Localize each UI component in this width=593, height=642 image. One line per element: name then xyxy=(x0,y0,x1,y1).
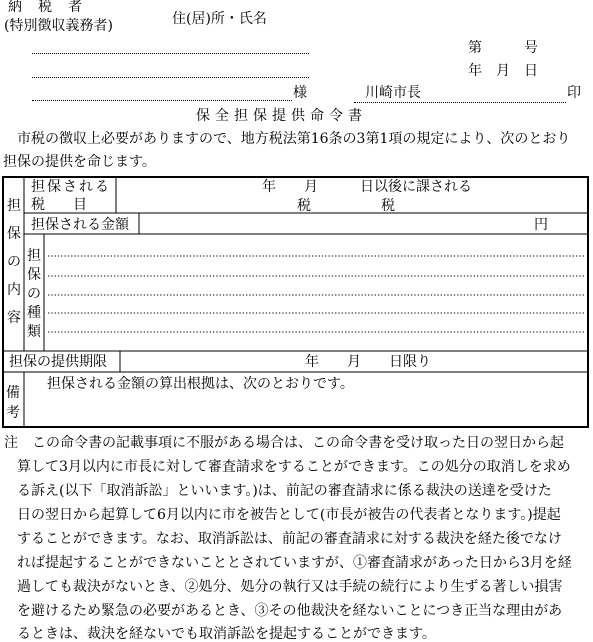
document-title: 保全担保提供命令書 xyxy=(196,108,367,124)
period-label: 担保の提供期限 xyxy=(9,354,107,370)
intro-line-1: 市税の徴収上必要がありますので、地方税法第16条の3第1項の規定により、次のとおり xyxy=(17,131,571,147)
remarks-label: 備 考 xyxy=(6,385,20,421)
address-name-label: 住(居)所・氏名 xyxy=(172,11,267,27)
tax-item-value-2: 税 税 xyxy=(297,198,395,214)
tax-item-label-2: 税 目 xyxy=(31,197,87,213)
note-line-5: することができます。なお、取消訴訟は、前記の審査請求に対する裁決を経た後でなけ xyxy=(17,531,562,547)
sama-label: 様 xyxy=(293,85,307,101)
tax-item-value-1: 年 月 日以後に課される xyxy=(262,179,472,195)
taxpayer-label: 納 税 者 xyxy=(8,0,83,15)
intro-line-2: 担保の提供を命じます。 xyxy=(3,154,156,170)
note-line-2: 算して3月以内に市長に対して審査請求をすることができます。この処分の取消しを求め xyxy=(17,459,571,475)
note-line-1: 注 この命令書の記載事項に不服がある場合は、この命令書を受け取った日の翌日から起 xyxy=(4,435,564,451)
note-line-4: 日の翌日から起算して6月以内に市を被告として(市長が被告の代表者となります。)提起 xyxy=(17,507,561,523)
withholder-label: (特別徴収義務者) xyxy=(4,18,113,34)
note-line-3: る訴え(以下「取消訴訟」といいます。)は、前記の審査請求に係る裁決の送達を受けた xyxy=(17,483,552,499)
note-line-7: 過しても裁決がないとき、②処分、処分の執行又は手続の続行により生ずる著しい損害 xyxy=(17,579,563,595)
amount-unit: 円 xyxy=(534,217,548,233)
remarks-text: 担保される金額の算出根拠は、次のとおりです。 xyxy=(47,376,354,392)
seal-label: 印 xyxy=(567,85,581,101)
period-value: 年 月 日限り xyxy=(305,354,431,370)
note-line-9: るときは、裁決を経ないでも取消訴訟を提起することができます。 xyxy=(17,626,436,642)
issuer-name: 川崎市長 xyxy=(365,85,421,101)
document-number-label: 第 号 xyxy=(468,40,538,56)
tax-item-label-1: 担保される xyxy=(31,179,111,195)
amount-label: 担保される金額 xyxy=(31,217,129,233)
note-line-6: れば提起することができないこととされていますが、①審査請求があった日から3月を経 xyxy=(17,555,572,571)
document-date-label: 年 月 日 xyxy=(468,63,538,79)
kind-label: 担 保 の 種 類 xyxy=(27,248,41,340)
note-line-8: を避けるため緊急の必要があるとき、③その他裁決を経ないことにつき正当な理由があ xyxy=(17,603,563,619)
content-outer-label: 担 保 の 内 容 xyxy=(7,198,21,326)
